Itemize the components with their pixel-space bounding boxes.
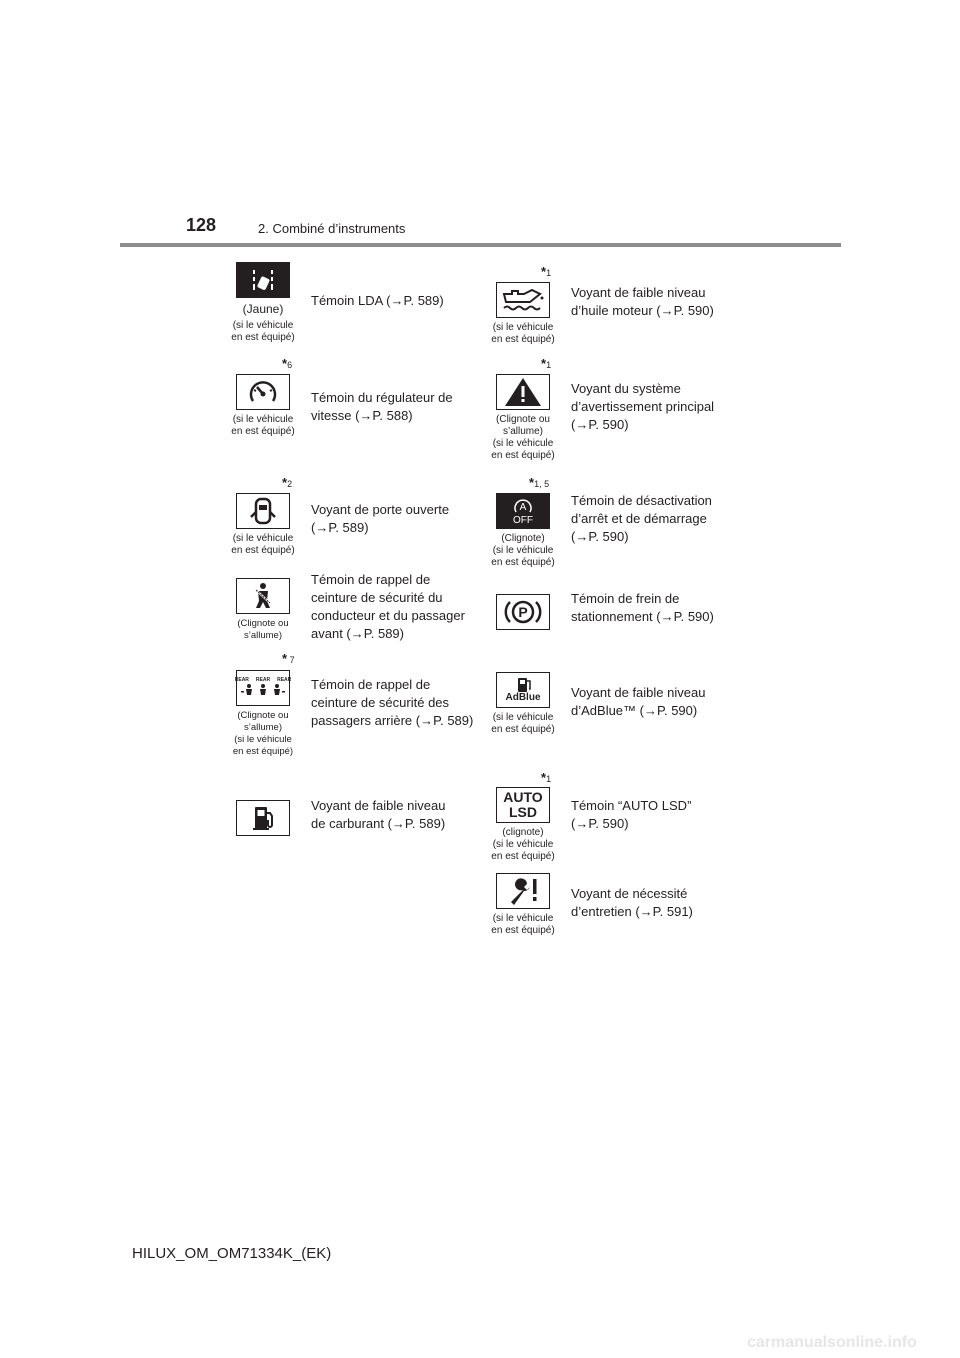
watermark: carmanualsonline.info	[747, 1334, 917, 1351]
cruise-note: *6	[282, 356, 293, 371]
maintenance-wrench-icon	[496, 873, 550, 909]
auto-lsd-caption: (clignote) (si le véhicule en est équipé)	[491, 827, 555, 862]
adblue-description: Voyant de faible niveau d’AdBlue™ (→P. 590)	[571, 685, 706, 718]
oil-description: Voyant de faible niveau d’huile moteur (→P. 590)	[571, 285, 714, 318]
stop-start-description: Témoin de désactivation d’arrêt et de démarrage (→P. 590)	[571, 493, 712, 544]
maintenance-caption: (si le véhicule en est équipé)	[491, 913, 555, 936]
door-caption: (si le véhicule en est équipé)	[231, 533, 295, 556]
lda-description: Témoin LDA (→P. 589)	[311, 293, 444, 308]
auto-lsd-line2: LSD	[509, 804, 537, 820]
page-number: 128	[186, 215, 217, 235]
rear-label-1: REAR	[234, 677, 249, 683]
svg-text:P: P	[518, 604, 528, 620]
fuel-pump-icon	[236, 800, 290, 836]
lda-caption: (Jaune)	[242, 302, 284, 316]
seatbelt-description: Témoin de rappel de ceinture de sécurité du conducteur et du passager avant (→P. 589)	[311, 572, 465, 641]
svg-text:A: A	[519, 502, 527, 513]
rear-belt-caption: (Clignote ou s’allume) (si le véhicule en est équipé)	[232, 710, 294, 757]
cruise-description: Témoin du régulateur de vitesse (→P. 588)	[311, 390, 453, 423]
stop-start-note: *1, 5	[529, 475, 550, 490]
speedometer-icon	[236, 374, 290, 410]
section-title: 2. Combiné d’instruments	[258, 221, 406, 236]
header-rule	[120, 243, 841, 247]
cruise-caption: (si le véhicule en est équipé)	[231, 414, 295, 437]
master-warning-description: Voyant du système d’avertissement principal (→P. 590)	[571, 381, 715, 432]
auto-lsd-icon	[496, 787, 550, 823]
rear-belt-description: Témoin de rappel de ceinture de sécurité des passagers arrière (→P. 589)	[311, 677, 474, 728]
adblue-label: AdBlue	[505, 692, 541, 703]
master-warning-note: *1	[541, 356, 552, 371]
warning-triangle-icon	[496, 374, 550, 410]
auto-lsd-note: *1	[541, 770, 552, 785]
rear-seatbelt-icon	[236, 670, 290, 706]
lda-icon	[236, 262, 290, 298]
lda-caption-equipped: (si le véhicule en est équipé)	[231, 320, 295, 343]
oil-caption: (si le véhicule en est équipé)	[491, 322, 555, 345]
door-description: Voyant de porte ouverte (→P. 589)	[311, 502, 450, 535]
seatbelt-caption: (Clignote ou s’allume)	[237, 618, 289, 641]
adblue-icon	[496, 672, 550, 708]
master-warning-caption: (Clignote ou s’allume) (si le véhicule en est équipé)	[491, 414, 555, 461]
stop-start-caption: (Clignote) (si le véhicule en est équipé)	[491, 533, 555, 568]
oil-can-icon	[496, 282, 550, 318]
footer-doc-code: HILUX_OM_OM71334K_(EK)	[132, 1245, 332, 1262]
rear-label-2: REAR	[255, 677, 271, 683]
fuel-description: Voyant de faible niveau de carburant (→P. 589)	[311, 798, 446, 831]
oil-note: *1	[541, 264, 552, 279]
auto-lsd-line1: AUTO	[503, 789, 543, 805]
door-note: *2	[282, 475, 293, 490]
parking-description: Témoin de frein de stationnement (→P. 590)	[571, 591, 714, 624]
auto-stop-off-icon	[496, 493, 550, 529]
maintenance-description: Voyant de nécessité d’entretien (→P. 591)	[571, 886, 693, 919]
parking-brake-icon	[496, 594, 550, 630]
auto-lsd-description: Témoin “AUTO LSD” (→P. 590)	[571, 798, 692, 831]
rear-label-3: REAR	[277, 677, 292, 683]
door-open-icon	[236, 493, 290, 529]
rear-belt-note: * 7	[282, 651, 295, 666]
auto-stop-off-label: OFF	[513, 515, 533, 526]
adblue-caption: (si le véhicule en est équipé)	[491, 712, 555, 735]
seatbelt-icon	[236, 578, 290, 614]
